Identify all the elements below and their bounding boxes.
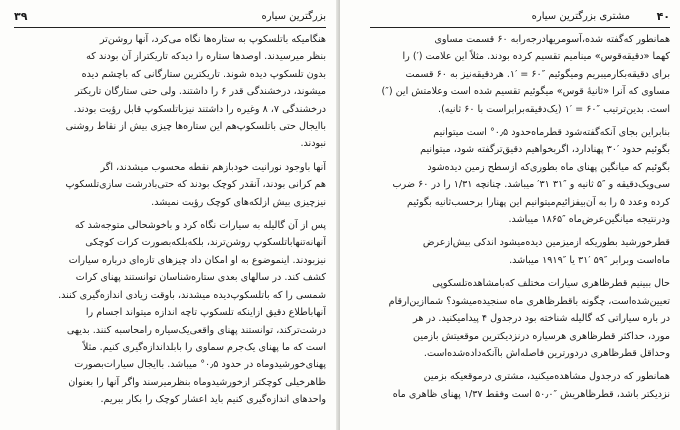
text-line: شمسی را که باتلسکوپ‌دیده میشدند، باوقت زیادی اندازه‌گیری کنند. bbox=[58, 289, 326, 301]
text-line: بنظر میرسیدند. اوصدها ستاره را دیدکه تاریکتراز آن بودند که bbox=[86, 51, 326, 63]
text-line: در باره سیاراتی که گالیله شناخته بود درجدول ۴ پیدامیکنید. در هر bbox=[413, 313, 670, 325]
text-line: است. بدین‌ترتیب ″۶۰ = ′۱ (یک‌دقیقه‌برابراست با ۶۰ ثانیه). bbox=[438, 103, 670, 115]
text-line: تعیین‌شده‌است، چگونه باقطرظاهری ماه سنجیده‌میشود؟ شماازین‌ارقام bbox=[388, 295, 670, 307]
left-body-text bbox=[14, 31, 326, 414]
text-line: همانطور که درجدول مشاهده‌میکنید، مشتری درموقعیکه بزمین bbox=[423, 371, 670, 383]
right-header-rule bbox=[370, 27, 670, 28]
text-line: بنابراین بجای آنکه‌گفته‌شود قطرماه‌حدود ۰٫۵° است میتوانیم bbox=[433, 127, 670, 139]
text-line: وحداقل قطرظاهری دردورترین فاصله‌اش باآنکه‌داده‌شده‌است. bbox=[423, 347, 670, 359]
text-line: مورد، حداکثر قطرظاهری هرسیاره درنزدیکترین موقعیتش بازمین bbox=[413, 330, 670, 342]
paragraph bbox=[370, 275, 670, 362]
paragraph bbox=[14, 217, 326, 408]
text-line: ظاهرخیلی کوچکتر ازخورشیدوماه بنظرمیرسند واگر آنها را بعنوان bbox=[68, 376, 326, 388]
left-header-rule bbox=[14, 27, 326, 28]
text-line: نزدیکتر باشد، قطرظاهریش ″۵۰٫۰ است وفقط ۱/۳۷ پهنای ظاهری ماه bbox=[392, 388, 670, 400]
text-line: برای دقیقه‌بکارمیبریم ومیگوئیم ″۶۰ = ′۱. هردقیقه‌نیز به ۶۰ قسمت bbox=[405, 68, 670, 80]
text-line: هنگامیکه باتلسکوپ به ستاره‌ها نگاه می‌کرد، آنها روشن‌تر bbox=[99, 34, 326, 45]
text-line: کهما «دقیقه‌قوس» مینامیم تقسیم کرده بودند. ‌مثلاً این علامت (′) را bbox=[402, 51, 670, 63]
text-line: مساوی که آنرا «ثانیهٔ قوس» میگوئیم تقسیم شده است وعلامتش این (″) bbox=[381, 86, 670, 98]
right-running-title: مشتری بزرگترین سیاره bbox=[531, 11, 630, 22]
paragraph bbox=[370, 124, 670, 228]
text-line: نبودند. bbox=[300, 138, 326, 150]
text-line: نیزبودند. اینموضوع به او امکان داد چیزهای تازه‌ای درباره سیارات bbox=[68, 254, 326, 266]
paragraph bbox=[370, 234, 670, 269]
right-page bbox=[340, 0, 680, 430]
text-line: حال ببینیم قطرظاهری سیارات مختلف که‌بامشاهده‌تلسکوپی bbox=[432, 278, 670, 290]
paragraph bbox=[14, 159, 326, 211]
text-line: قطرخورشید بطوریکه ازمیزمین دیده‌میشود اندکی بیش‌ازعرض bbox=[422, 237, 670, 249]
text-line: درخشندگی ۷، ۸ وغیره را داشتند نیزباتلسکوپ قابل رؤیت بودند. bbox=[73, 103, 326, 115]
left-page-number: ۳۹ bbox=[14, 10, 28, 23]
paragraph bbox=[14, 31, 326, 153]
text-line: آنهانه‌تنهاباتلسکوپ روشن‌ترند، بلکه‌بلکه‌بصورت کرات کوچکی bbox=[85, 237, 326, 249]
text-line: همانطور که‌گفته شده،آسومریهادرجه‌رابه ۶۰ قسمت مساوی bbox=[434, 34, 670, 45]
text-line: واحدهای اندازه‌گیری کنیم باید اعشار کوچک را بکار ببریم. bbox=[100, 394, 326, 406]
text-line: ودرنتیجه میانگین‌عرض‌ماه ″۱۸۶۵ میباشد. bbox=[508, 214, 670, 226]
paragraph bbox=[370, 31, 670, 118]
right-page-header bbox=[370, 9, 670, 25]
text-line: درشت‌ترکند، توانستند پهنای واقعی‌یک‌سیاره رامحاسبه کنند. بدیهی bbox=[66, 324, 326, 336]
text-line: بدون تلسکوپ دیده شوند. تاریکترین ستارگانی که باچشم دیده bbox=[81, 68, 326, 80]
text-line: بگوئیم حدود ′۳۰ پهنادارد، اگربخواهیم دقیق‌ترگفته شود، میتوانیم bbox=[420, 144, 670, 156]
text-line: سی‌ویک‌دقیقه و ″۵ ثانیه و ″۳۱ ۳۱′ میباشد. چنانچه ۱/۳۱ را در ۶۰ ضرب bbox=[392, 179, 670, 191]
text-line: بگوئیم که میانگین پهنای ماه بطوری‌که ازسطح زمین دیده‌شود bbox=[427, 161, 670, 173]
text-line: ماه‌است وبرابر ″۵۹ ′۳۱ یا ″۱۹۱۹ میباشد. bbox=[509, 254, 670, 266]
paragraph bbox=[370, 368, 670, 403]
right-body-text bbox=[370, 31, 670, 408]
text-line: میشوند، درخشندگی قدر ۶ را داشتند. ولی حتی ستارگان تاریکتر bbox=[74, 86, 326, 98]
text-line: است که ما پهنای یک‌جرم سماوی را بابلداندازه‌گیری کنیم. مثلاً bbox=[82, 341, 326, 353]
text-line: آنها باوجود نورانیت خودبازهم نقطه محسوب میشدند، اگر bbox=[100, 161, 326, 173]
text-line: هم کرانی بودند، آنقدر کوچک بودند که حتی‌بادرشت سازی‌تلسکوپ bbox=[65, 179, 326, 191]
text-line: کرده وعدد ۵ را به آن‌بیفزائیم‌میتوانیم این پهنارا برحسب‌ثانیه بگوئیم bbox=[407, 196, 670, 208]
text-line: کشف کند. در سالهای بعدی ستاره‌شناسان توانستند پهنای کرات bbox=[75, 272, 326, 284]
left-running-title: بزرگترین سیاره bbox=[261, 11, 326, 22]
text-line: نیزچیزی بیش ازلکه‌های کوچک رؤیت نمیشد. bbox=[151, 196, 326, 208]
text-line: باایجال حتی باتلسکوپ‌هم این ستاره‌ها چیزی بیش از نقاط روشنی bbox=[65, 121, 326, 133]
text-line: آنهاباطلاع دقیق ازاینکه تلسکوپ تاچه اندازه میتواند اجسام را bbox=[85, 307, 326, 319]
left-page-header bbox=[14, 9, 326, 25]
text-line: پهنای‌خورشیدوماه در حدود ۰٫۵° میباشد. باایجال سیارات‌بصورت bbox=[74, 359, 326, 371]
right-page-number: ۴۰ bbox=[656, 10, 670, 23]
text-line: پس از آن گالیله به سیارات نگاه کرد و باخوشحالی متوجه‌شد که bbox=[74, 220, 326, 232]
